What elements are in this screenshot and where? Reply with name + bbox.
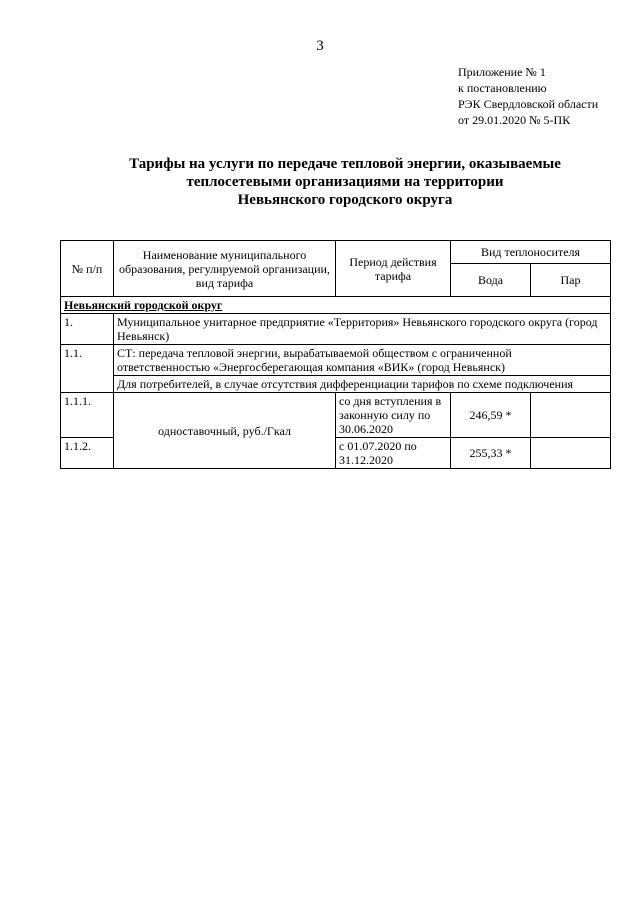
appendix-line-3: РЭК Свердловской области xyxy=(458,97,599,111)
document-title xyxy=(60,155,630,209)
table-row xyxy=(61,314,611,345)
row-num: 1.1. xyxy=(61,345,114,393)
title-line-3: Невьянского городского округа xyxy=(237,192,453,208)
consumer-group: Для потребителей, в случае отсутствия дифференциации тарифов по схеме подключения xyxy=(114,376,611,393)
appendix-line-2: к постановлению xyxy=(458,81,547,95)
period-cell: с 01.07.2020 по 31.12.2020 xyxy=(336,438,451,469)
steam-value xyxy=(531,438,611,469)
header-carrier: Вид теплоносителя xyxy=(451,241,611,264)
appendix-line-4: от 29.01.2020 № 5-ПК xyxy=(458,113,571,127)
region-name: Невьянский городской округ xyxy=(61,297,611,314)
steam-value xyxy=(531,393,611,438)
page-number: 3 xyxy=(316,38,324,54)
title-line-1: Тарифы на услуги по передаче тепловой энергии, оказываемые xyxy=(129,156,561,172)
table-row xyxy=(61,376,611,393)
organization-name: Муниципальное унитарное предприятие «Территория» Невьянского городского округа (город Невьянск) xyxy=(114,314,611,345)
water-value: 255,33 * xyxy=(451,438,531,469)
title-line-2: теплосетевыми организациями на территории xyxy=(186,174,504,190)
water-value: 246,59 * xyxy=(451,393,531,438)
row-num: 1.1.1. xyxy=(61,393,114,438)
period-cell: со дня вступления в законную силу по 30.06.2020 xyxy=(336,393,451,438)
appendix-line-1: Приложение № 1 xyxy=(458,65,546,79)
header-num: № п/п xyxy=(61,241,114,297)
table-row xyxy=(61,345,611,376)
table-row xyxy=(61,393,611,438)
tariff-table xyxy=(60,240,611,469)
header-name: Наименование муниципального образования, регулируемой организации, вид тарифа xyxy=(114,241,336,297)
appendix-block xyxy=(458,64,598,128)
row-num: 1.1.2. xyxy=(61,438,114,469)
header-period: Период действия тарифа xyxy=(336,241,451,297)
row-num: 1. xyxy=(61,314,114,345)
header-water: Вода xyxy=(451,264,531,297)
header-steam: Пар xyxy=(531,264,611,297)
tariff-type: одноставочный, руб./Гкал xyxy=(114,393,336,469)
table-row xyxy=(61,297,611,314)
tariff-description: СТ: передача тепловой энергии, вырабатываемой обществом с ограниченной ответственностью «Энергосберегающая компания «ВИК» (город Невьянск) xyxy=(114,345,611,376)
table-header-row xyxy=(61,241,611,264)
